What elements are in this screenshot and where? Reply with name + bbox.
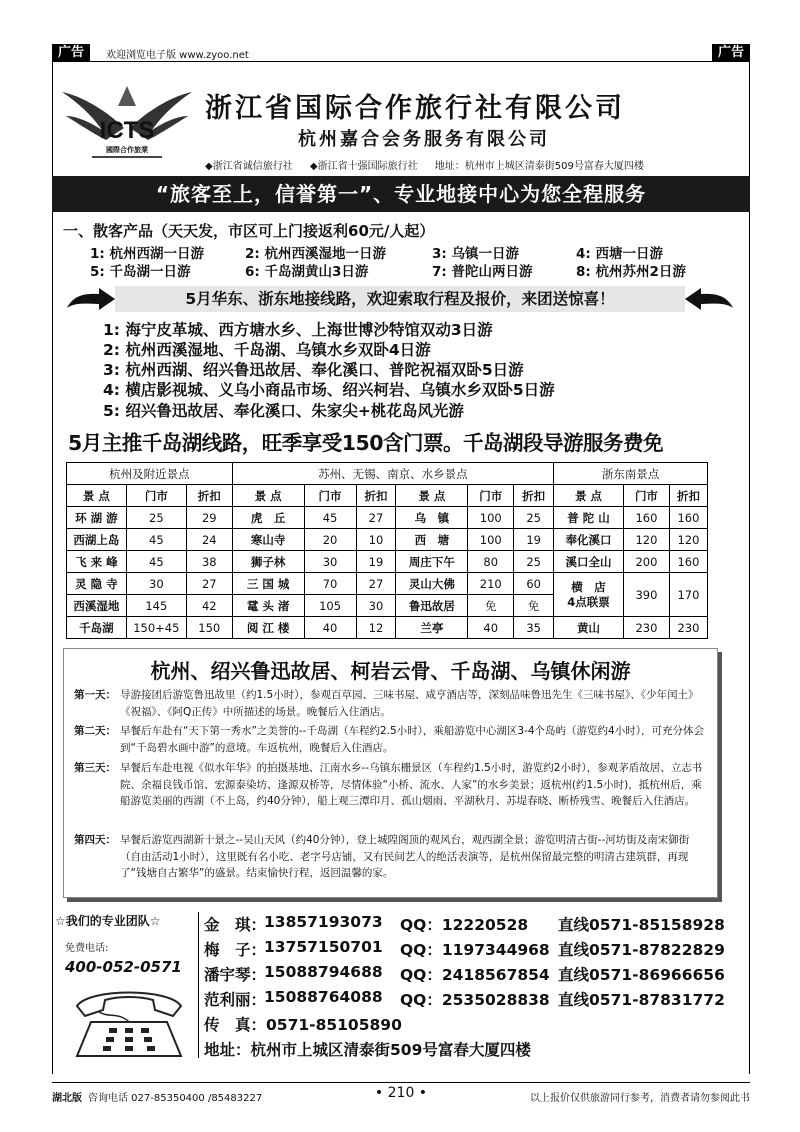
itinerary-title: 杭州、绍兴鲁迅故居、柯岩云骨、千岛湖、乌镇休闲游 [150,659,631,683]
day-label: 第四天： [74,834,116,846]
logo-text: ICTS [99,117,155,144]
logo-caption: 國際合作旅業 [106,146,148,154]
col-header: 折扣 [514,485,554,507]
cell-discount: 19 [514,529,554,551]
route-item[interactable]: 3: 杭州西湖、绍兴鲁迅故居、奉化溪口、普陀祝福双卧5日游 [103,361,524,379]
contact-qq[interactable]: QQ：2535028838 [400,991,550,1009]
cell-discount: 35 [514,617,554,639]
cell-price: 105 [304,595,356,617]
cell-price: 40 [468,617,514,639]
itinerary-day [74,832,707,882]
contact-direct[interactable]: 直线0571-86966656 [558,966,725,984]
contact-qq[interactable]: QQ：1197344968 [400,941,550,959]
cell-spot: 飞 来 峰 [67,551,127,573]
table-header-row [67,485,708,507]
table-row [67,617,708,639]
cell-spot: 虎 丘 [232,507,304,529]
icts-logo [62,76,192,166]
page-footer [52,1082,750,1102]
contact-mobile[interactable]: 13757150701 [264,938,383,956]
contact-name: 梅 子： [204,941,267,959]
cell-spot: 寒山寺 [232,529,304,551]
product-item[interactable]: 1: 杭州西湖一日游 [90,246,204,262]
contact-name: 金 琪： [204,916,267,934]
cell-price: 145 [126,595,186,617]
cell-price: 120 [623,529,669,551]
cell-price: 100 [468,529,514,551]
cell-spot: 溪口全山 [554,551,624,573]
cell-discount: 170 [669,573,707,617]
cell-spot: 灵山大佛 [396,573,468,595]
cell-price: 20 [304,529,356,551]
badge-integrity: ◆浙江省诚信旅行社 [205,161,293,172]
welcome-text[interactable]: 欢迎浏览电子版 www.zyoo.net [106,50,249,61]
address-line: 地址：杭州市上城区清泰街509号富春大厦四楼 [204,1041,531,1059]
cell-spot: 西溪湿地 [67,595,127,617]
cell-price: 30 [126,573,186,595]
cell-price: 230 [623,617,669,639]
col-header: 景 点 [67,485,127,507]
team-panel [55,912,195,1062]
cell-discount: 230 [669,617,707,639]
cell-spot: 灵 隐 寺 [67,573,127,595]
badge-top10: ◆浙江省十强国际旅行社 [309,161,418,172]
page-number: • 210 • [374,1085,428,1101]
table-group-row [67,463,708,485]
cell-discount: 60 [514,573,554,595]
table-row [67,529,708,551]
cell-price: 100 [468,507,514,529]
cell-price: 30 [304,551,356,573]
cell-spot: 千岛湖 [67,617,127,639]
cell-discount: 30 [356,595,396,617]
team-title: ☆我们的专业团队☆ [55,914,161,928]
cell-price: 45 [126,551,186,573]
col-header: 折扣 [356,485,396,507]
product-item[interactable]: 8: 杭州苏州2日游 [576,264,686,280]
col-header: 门市 [468,485,514,507]
may-banner [65,286,735,312]
cell-spot: 西湖上岛 [67,529,127,551]
contact-direct[interactable]: 直线0571-87822829 [558,941,725,959]
cell-discount: 25 [514,551,554,573]
cell-spot: 普 陀 山 [554,507,624,529]
price-table [66,462,708,639]
product-item[interactable]: 3: 乌镇一日游 [432,246,519,262]
promo-headline: 5月主推千岛湖线路，旺季享受150含门票。千岛湖段导游服务费免 [68,431,664,455]
itinerary-day [74,760,707,810]
cell-price: 免 [468,595,514,617]
contact-qq[interactable]: QQ：2418567854 [400,966,550,984]
footer-note: 以上报价仅供旅游同行参考，消费者请勿参阅此书 [530,1093,750,1104]
cell-discount: 25 [514,507,554,529]
contact-mobile[interactable]: 13857193073 [264,913,383,931]
contact-divider [198,912,199,1058]
slogan-banner: “旅客至上，信誉第一”、专业地接中心为您全程服务 [52,176,750,212]
cell-discount: 42 [186,595,232,617]
cell-discount: 160 [669,507,707,529]
group-jiangsu: 苏州、无锡、南京、水乡景点 [232,463,553,485]
ad-label-right: 广告 [712,44,750,62]
cell-spot: 乌 镇 [396,507,468,529]
col-header: 景 点 [554,485,624,507]
itinerary-day [74,723,707,756]
contact-direct[interactable]: 直线0571-87831772 [558,991,725,1009]
route-item[interactable]: 5: 绍兴鲁迅故居、奉化溪口、朱家尖+桃花岛风光游 [103,402,464,420]
cell-spot: 环 湖 游 [67,507,127,529]
contact-mobile[interactable]: 15088764088 [264,988,383,1006]
cell-discount: 29 [186,507,232,529]
group-hangzhou: 杭州及附近景点 [67,463,233,485]
cell-discount: 27 [186,573,232,595]
itinerary-day [74,687,707,720]
day-label: 第二天： [74,725,116,737]
cell-price: 200 [623,551,669,573]
cell-price: 210 [468,573,514,595]
cell-spot: 鼋 头 渚 [232,595,304,617]
cell-spot: 西 塘 [396,529,468,551]
day-text: 早餐后车赴有“天下第一秀水”之美誉的--千岛湖（车程约2.5小时），乘船游览中心湖区3-4个岛屿（游览约4小时），可充分体会到“千岛碧水画中游”的意境。车返杭州，晚餐后入住酒店。 [120,725,704,754]
day-text: 导游接团后游览鲁迅故里（约1.5小时），参观百草园、三味书屋、咸亨酒店等，深刻品味鲁迅先生《三味书屋》、《少年闰土》《祝福》、《阿Q正传》中所描述的场景。晚餐后入住酒店。 [120,689,699,718]
company-name: 浙江省国际合作旅行社有限公司 [205,93,625,124]
company-address: 地址：杭州市上城区清泰街509号富春大厦四楼 [434,161,644,172]
cell-spot-hengdian [554,573,624,617]
contact-qq[interactable]: QQ：12220528 [400,916,529,934]
route-item[interactable]: 1: 海宁皮革城、西方塘水乡、上海世博沙特馆双动3日游 [103,321,493,339]
sub-company-name: 杭州嘉合会务服务有限公司 [298,129,550,150]
contact-direct[interactable]: 直线0571-85158928 [558,916,725,934]
day-label: 第一天： [74,689,116,701]
cell-discount: 150 [186,617,232,639]
cell-discount: 160 [669,551,707,573]
cell-discount: 27 [356,573,396,595]
cell-price: 160 [623,507,669,529]
cell-discount: 120 [669,529,707,551]
cell-discount: 19 [356,551,396,573]
product-item[interactable]: 6: 千岛湖黄山3日游 [245,264,369,280]
col-header: 门市 [304,485,356,507]
col-header: 折扣 [669,485,707,507]
edition-label: 湖北版 [52,1093,82,1104]
cell-price: 70 [304,573,356,595]
col-header: 折扣 [186,485,232,507]
cell-discount: 12 [356,617,396,639]
product-item[interactable]: 2: 杭州西溪湿地一日游 [245,246,386,262]
section1-title: 一、散客产品（天天发，市区可上门接返利60元/人起） [63,222,435,240]
product-item[interactable]: 7: 普陀山两日游 [432,264,533,280]
table-row [67,573,708,595]
cell-spot: 兰亭 [396,617,468,639]
cell-discount: 免 [514,595,554,617]
cell-price: 40 [304,617,356,639]
cell-price: 25 [126,507,186,529]
col-header: 景 点 [232,485,304,507]
cell-discount: 38 [186,551,232,573]
consult-phone: 咨询电话 027-85350400 /85483227 [88,1093,263,1104]
route-item[interactable]: 2: 杭州西溪湿地、千岛湖、乌镇水乡双卧4日游 [103,341,431,359]
may-banner-text: 5月华东、浙东地接线路，欢迎索取行程及报价，来团送惊喜！ [115,286,685,312]
cell-price: 45 [304,507,356,529]
col-header: 门市 [126,485,186,507]
cell-spot: 三 国 城 [232,573,304,595]
cell-price: 150+45 [126,617,186,639]
group-zhedongnan: 浙东南景点 [554,463,708,485]
hengdian-name: 横 店 [571,579,606,594]
cell-spot: 鲁迅故居 [396,595,468,617]
cell-spot: 黄山 [554,617,624,639]
fax-line[interactable]: 传 真：0571-85105890 [204,1016,402,1034]
cell-price: 80 [468,551,514,573]
table-row [67,507,708,529]
route-item[interactable]: 4: 横店影视城、义乌小商品市场、绍兴柯岩、乌镇水乡双卧5日游 [103,381,555,399]
col-header: 门市 [623,485,669,507]
table-row [67,551,708,573]
cell-spot: 周庄下午 [396,551,468,573]
cell-discount: 10 [356,529,396,551]
cell-price: 390 [623,573,669,617]
contact-name: 范利丽： [204,991,267,1009]
cell-spot: 狮子林 [232,551,304,573]
cell-price: 45 [126,529,186,551]
arrow-right-icon [65,286,115,312]
company-tagline [205,157,658,172]
free-phone-label: 免费电话: [65,943,109,954]
contact-name: 潘宇琴： [204,966,267,984]
telephone-icon [69,982,189,1062]
day-label: 第三天： [74,762,116,774]
product-item[interactable]: 4: 西塘一日游 [576,246,663,262]
cell-spot: 阅 江 楼 [232,617,304,639]
cell-discount: 27 [356,507,396,529]
itinerary-box [63,648,718,898]
product-item[interactable]: 5: 千岛湖一日游 [90,264,191,280]
arrow-left-icon [685,286,735,312]
ad-label-left: 广告 [52,44,90,62]
wings-icon [62,76,192,166]
top-bar [52,44,750,62]
hengdian-ticket: 4点联票 [567,594,610,609]
day-text: 早餐后游览西湖新十景之--吴山天风（约40分钟），登上城隍阁顶的观风台，观西湖全景；游览明清古街--河坊街及南宋御街（自由活动1小时），这里既有名小吃、老字号店铺，又有民间艺人的绝活表演等，是杭州保留最完整的明清古建筑群，再现了“钱塘自古繁华”的盛景。结束愉快行程，返回温馨的家。 [120,834,690,879]
cell-discount: 24 [186,529,232,551]
cell-spot: 奉化溪口 [554,529,624,551]
free-phone-number[interactable]: 400-052-0571 [65,958,182,976]
day-text: 早餐后车赴电视《似水年华》的拍摄基地、江南水乡--乌镇东栅景区（车程约1.5小时，游览约2小时），参观茅盾故居、立志书院、余福良钱币馆、宏源泰染坊、逢源双桥等，尽情体验“小桥、流水、人家”的水乡美景；返杭州(约1.5小时)，抵杭州后，乘船游览美丽的西湖（不上岛，约40分钟），船上观三潭印月、孤山烟雨、平湖秋月、苏堤春晓、断桥残雪、晚餐后入住酒店。 [120,762,703,807]
col-header: 景 点 [396,485,468,507]
contact-mobile[interactable]: 15088794688 [264,963,383,981]
